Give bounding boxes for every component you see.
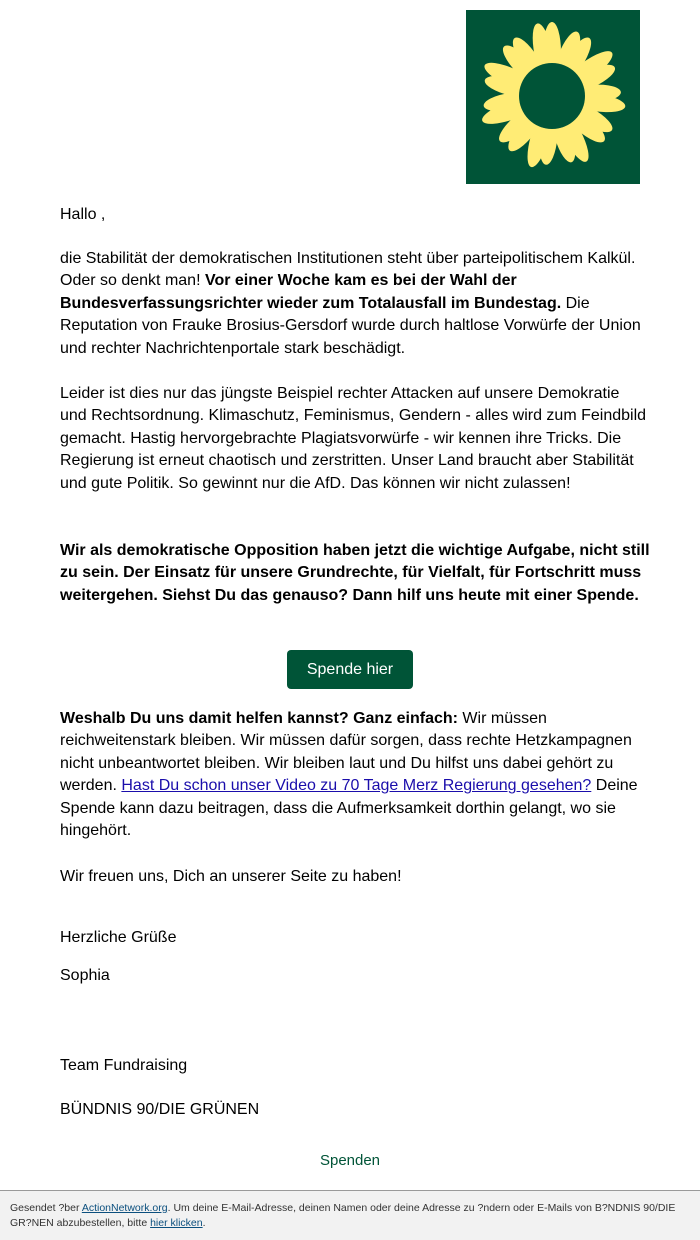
footer-text-c: . bbox=[202, 1217, 206, 1229]
video-link[interactable]: Hast Du schon unser Video zu 70 Tage Merz Regierung gesehen? bbox=[121, 777, 592, 795]
paragraph-4-bold: Weshalb Du uns damit helfen kannst? Ganz einfach: bbox=[60, 710, 458, 727]
paragraph-1 bbox=[60, 248, 650, 360]
spenden-link[interactable]: Spenden bbox=[319, 1152, 381, 1169]
paragraph-4-text-b: Deine Spende kann dazu beitragen, dass die Aufmerksamkeit dorthin gelangt, wo sie hingehört. bbox=[60, 777, 638, 840]
donate-button[interactable]: Spende hier bbox=[287, 650, 413, 689]
greeting: Hallo , bbox=[60, 206, 106, 223]
footer bbox=[0, 1191, 700, 1240]
sunflower-icon bbox=[466, 10, 640, 184]
paragraph-1-text-a: die Stabilität der demokratischen Institutionen steht über parteipolitischem Kalkül. Oder so denkt man! bbox=[60, 250, 636, 290]
paragraph-1-bold: Vor einer Woche kam es bei der Wahl der Bundesverfassungsrichter wieder zum Totalausfall im Bundestag. bbox=[60, 272, 562, 312]
paragraph-2: Leider ist dies nur das jüngste Beispiel rechter Attacken auf unsere Demokratie und Rechtsordnung. Klimaschutz, Feminismus, Gendern - alles wird zum Feindbild gemacht. Hastig hervorgebrachte Plagiatsvorwürfe - wir kennen ihre Tricks. Die Regierung ist erneut chaotisch und zerstritten. Unser Land braucht aber Stabilität und gute Politik. So gewinnt nur die AfD. Das können wir nicht zulassen! bbox=[60, 385, 647, 492]
party-name: BÜNDNIS 90/DIE GRÜNEN bbox=[60, 1101, 260, 1118]
footer-text-a: Gesendet ?ber bbox=[10, 1202, 82, 1214]
footer-text-b: . Um deine E-Mail-Adresse, deinen Namen oder deine Adresse zu ?ndern oder E-Mails von B?NDNIS 90/DIE GR?NEN abzubestellen, bitte bbox=[10, 1202, 676, 1229]
team-name: Team Fundraising bbox=[60, 1057, 188, 1074]
signature-name: Sophia bbox=[60, 967, 110, 984]
footer-text bbox=[10, 1201, 690, 1231]
sunflower-logo bbox=[466, 10, 640, 184]
paragraph-4 bbox=[60, 708, 650, 842]
actionnetwork-link[interactable]: ActionNetwork.org bbox=[81, 1202, 168, 1214]
paragraph-1-text-b: Die Reputation von Frauke Brosius-Gersdorf wurde durch haltlose Vorwürfe der Union und rechter Nachrichtenportale stark beschädigt. bbox=[60, 294, 641, 357]
closing: Herzliche Grüße bbox=[60, 929, 177, 946]
paragraph-4-text-a: Wir müssen reichweitenstark bleiben. Wir müssen dafür sorgen, dass rechte Hetzkampagnen nicht unbeantwortet bleiben. Wir bleiben laut und Du hilfst uns dabei gehört zu werden. bbox=[60, 710, 632, 795]
paragraph-5: Wir freuen uns, Dich an unserer Seite zu haben! bbox=[60, 868, 402, 885]
unsubscribe-link[interactable]: hier klicken bbox=[150, 1217, 203, 1229]
paragraph-3: Wir als demokratische Opposition haben jetzt die wichtige Aufgabe, nicht still zu sein. Der Einsatz für unsere Grundrechte, für Vielfalt, für Fortschritt muss weitergehen. Siehst Du das genauso? Dann hilf uns heute mit einer Spende. bbox=[60, 542, 650, 604]
